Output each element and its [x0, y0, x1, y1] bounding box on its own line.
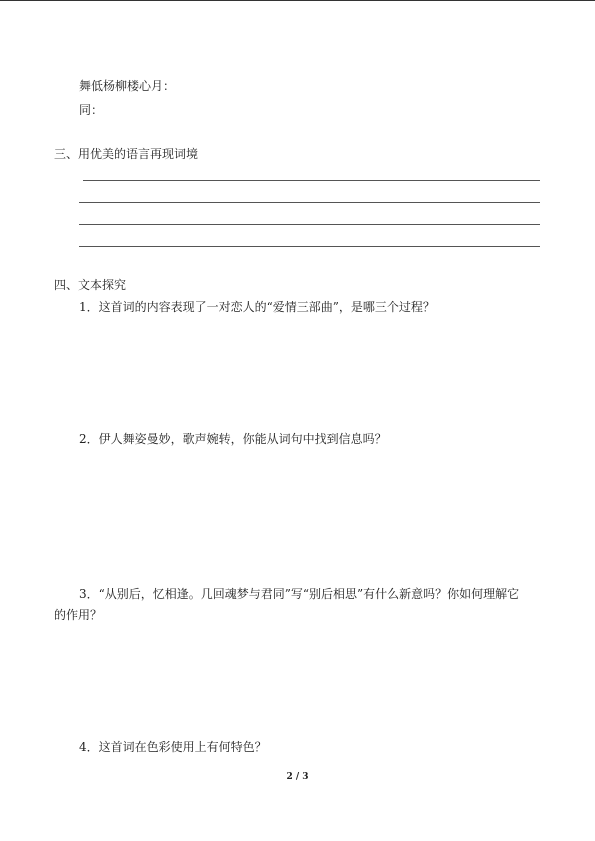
answer-line-1 [83, 180, 540, 181]
header-rule [0, 0, 595, 1]
answer-line-4 [79, 246, 540, 247]
question-3-line-1: 3．“从别后，忆相逢。几回魂梦与君同”写“别后相思”有什么新意吗？你如何理解它 [79, 587, 520, 601]
question-4: 4．这首词在色彩使用上有何特色？ [79, 740, 267, 754]
poem-line-1: 舞低杨柳楼心月： [79, 79, 176, 93]
answer-line-3 [79, 224, 540, 225]
question-3-line-2: 的作用？ [54, 608, 103, 622]
page-number: 2 / 3 [286, 772, 309, 782]
answer-line-2 [79, 202, 540, 203]
section-3-heading: 三、用优美的语言再现词境 [54, 147, 199, 161]
poem-line-2: 同： [79, 103, 104, 117]
section-4-heading: 四、文本探究 [54, 278, 127, 292]
question-2: 2．伊人舞姿曼妙，歌声婉转，你能从词句中找到信息吗？ [79, 432, 387, 446]
question-1: 1．这首词的内容表现了一对恋人的“爱情三部曲”，是哪三个过程？ [79, 300, 435, 314]
